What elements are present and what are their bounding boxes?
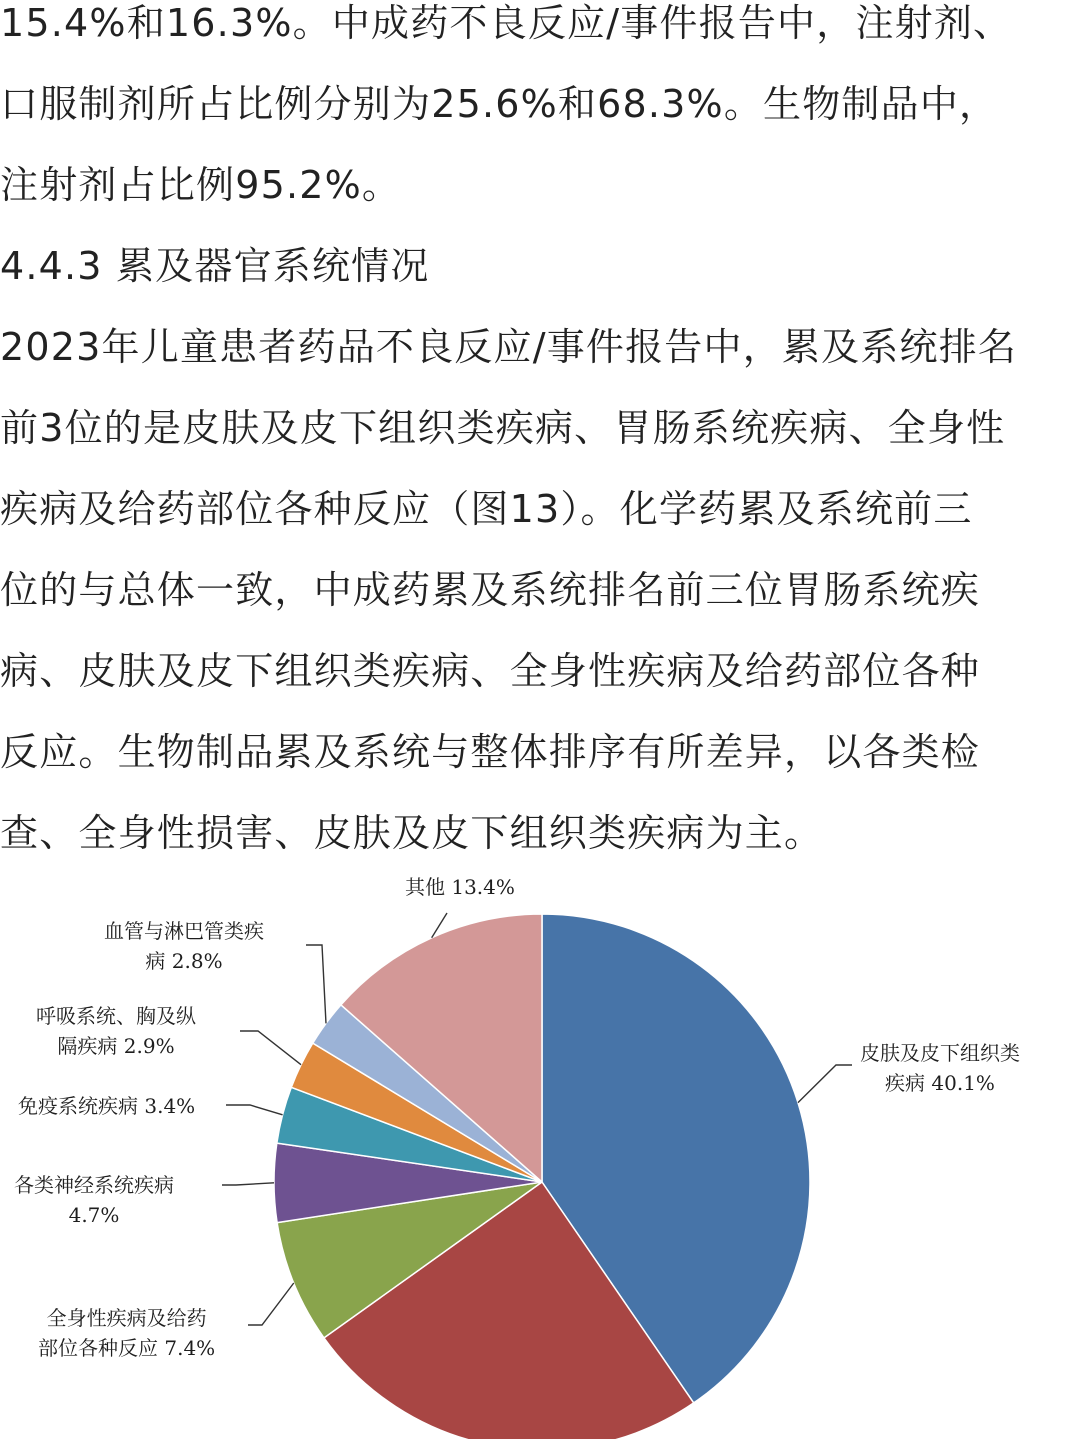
slice-label-vascular: 血管与淋巴管类疾 病 2.8% <box>104 919 264 973</box>
paragraph-line: 疾病及给药部位各种反应（图13）。化学药累及系统前三 <box>0 487 973 531</box>
slice-label-nervous: 各类神经系统疾病 4.7% <box>14 1173 174 1227</box>
leader-line-systemic <box>248 1283 294 1325</box>
leader-line-skin <box>798 1065 852 1103</box>
paragraph-line: 2023年儿童患者药品不良反应/事件报告中，累及系统排名 <box>0 325 1018 369</box>
slice-label-respiratory: 呼吸系统、胸及纵 隔疾病 2.9% <box>36 1004 196 1058</box>
paragraph-line: 口服制剂所占比例分别为25.6%和68.3%。生物制品中， <box>0 82 999 126</box>
paragraph-line: 注射剂占比例95.2%。 <box>0 163 402 207</box>
leader-line-nervous <box>222 1183 274 1185</box>
slice-label-skin: 皮肤及皮下组织类 疾病 40.1% <box>860 1041 1020 1095</box>
paragraph-line: 反应。生物制品累及系统与整体排序有所差异，以各类检 <box>0 730 981 774</box>
paragraph-line: 病、皮肤及皮下组织类疾病、全身性疾病及给药部位各种 <box>0 649 981 693</box>
slice-label-other: 其他 13.4% <box>405 875 515 899</box>
slice-label-systemic: 全身性疾病及给药 部位各种反应 7.4% <box>38 1306 216 1360</box>
paragraph-line: 前3位的是皮肤及皮下组织类疾病、胃肠系统疾病、全身性 <box>0 406 1006 450</box>
section-heading: 4.4.3 累及器官系统情况 <box>0 244 430 288</box>
pie-chart-figure <box>0 855 1080 1439</box>
leader-line-vascular <box>306 945 326 1023</box>
paragraph-line: 查、全身性损害、皮肤及皮下组织类疾病为主。 <box>0 811 824 855</box>
paragraph-line: 位的与总体一致，中成药累及系统排名前三位胃肠系统疾 <box>0 568 981 612</box>
leader-line-respiratory <box>240 1031 301 1065</box>
paragraph-line: 15.4%和16.3%。中成药不良反应/事件报告中，注射剂、 <box>0 1 1013 45</box>
leader-line-immune <box>226 1105 283 1115</box>
slice-label-immune: 免疫系统疾病 3.4% <box>18 1094 196 1118</box>
